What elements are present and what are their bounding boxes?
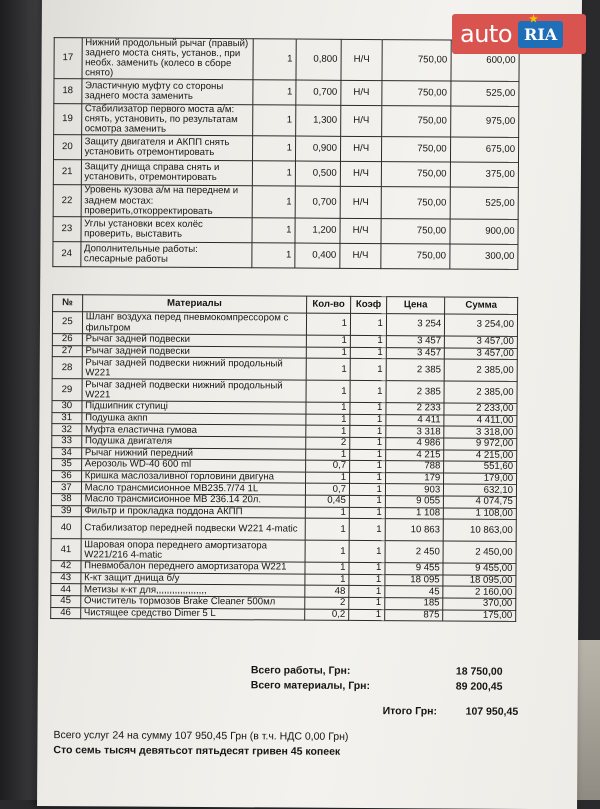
- work-sum: 975,00: [450, 106, 519, 138]
- material-quantity: 0,45: [305, 495, 349, 507]
- material-description: Метизы к-кт для,,,,,,,,,,,,,,,,,,,: [81, 584, 305, 597]
- amount-in-words: Сто семь тысяч девятьсот пятьдесят гривен 45 копеек: [53, 744, 341, 758]
- material-quantity: 1: [306, 335, 350, 347]
- material-row: [52, 312, 517, 337]
- work-coefficient: 0,400: [295, 243, 340, 268]
- material-number: 37: [51, 482, 81, 494]
- materials-total-label: Всего материалы, Грн:: [250, 679, 371, 693]
- material-quantity: 1: [305, 507, 349, 519]
- work-quantity: 1: [253, 161, 296, 186]
- work-unit: Н/Ч: [340, 218, 382, 243]
- material-price: 179: [385, 472, 443, 484]
- material-quantity: 1: [305, 472, 349, 484]
- material-number: 32: [52, 424, 82, 436]
- material-number: 39: [51, 505, 81, 517]
- material-row: [52, 379, 517, 404]
- material-row: [51, 607, 516, 621]
- material-number: 41: [51, 539, 81, 561]
- material-description: Очиститель тормозов Brake Cleaner 500мл: [80, 596, 304, 609]
- material-price: 875: [385, 609, 443, 621]
- material-price: 3 254: [386, 314, 445, 336]
- material-description: Шаровая опора переднего амортизатора W221/216 4-matic: [81, 539, 305, 562]
- material-number: 28: [52, 357, 82, 379]
- material-quantity: 1: [305, 562, 349, 574]
- work-coefficient: 0,700: [295, 186, 340, 217]
- work-coefficient: 0,500: [295, 161, 340, 186]
- work-description: Нижний продольный рычаг (правый) заднего моста снять, установ., при необх. заменить (колесо в сборе снято): [82, 38, 254, 80]
- work-sum: 375,00: [450, 162, 519, 187]
- work-quantity: 1: [252, 217, 295, 242]
- material-description: Фильтр и прокладка поддона АКПП: [81, 505, 305, 518]
- work-unit: Н/Ч: [340, 106, 382, 137]
- works-total-label: Всего работы, Грн:: [250, 664, 351, 677]
- material-quantity: 1: [306, 313, 350, 335]
- material-quantity: 1: [306, 402, 350, 414]
- material-description: Рычаг нижний передний: [81, 447, 305, 460]
- work-row: [53, 241, 518, 269]
- material-price: 2 450: [385, 541, 444, 563]
- work-row: [53, 160, 518, 188]
- work-price: 750,00: [381, 243, 449, 268]
- material-sum: 2 450,00: [443, 541, 516, 563]
- work-price: 750,00: [381, 218, 449, 243]
- material-coefficient: 1: [350, 359, 386, 381]
- material-coefficient: 1: [350, 381, 386, 403]
- work-unit: Н/Ч: [340, 187, 382, 218]
- work-row: [54, 79, 519, 107]
- material-sum: 175,00: [443, 609, 516, 621]
- material-sum: 2 385,00: [444, 359, 517, 381]
- material-quantity: 2: [306, 437, 350, 449]
- material-sum: 3 457,00: [445, 336, 518, 348]
- material-price: 903: [385, 484, 443, 496]
- material-quantity: 2: [305, 597, 349, 609]
- header-sum: Сумма: [445, 297, 518, 314]
- material-coefficient: 1: [350, 403, 386, 415]
- material-number: 46: [51, 607, 81, 619]
- work-description: Стабилизатор первого моста а/м: снять, установить, по результатам осмотра заменить: [81, 104, 253, 136]
- material-number: 30: [52, 401, 82, 413]
- material-coefficient: 1: [350, 437, 386, 449]
- material-description: Аерозоль WD-40 600 ml: [81, 459, 305, 472]
- material-coefficient: 1: [350, 426, 386, 438]
- material-sum: 3 457,00: [445, 348, 518, 360]
- material-price: 2 385: [386, 359, 445, 381]
- works-total-value: 18 750,00: [455, 665, 503, 678]
- material-number: 25: [52, 312, 82, 334]
- material-quantity: 1: [305, 518, 349, 540]
- material-row: [51, 517, 516, 542]
- work-description: Защиту двигателя и АКПП снять установить отремонтировать: [81, 135, 253, 161]
- work-number: 21: [53, 160, 81, 185]
- material-quantity: 1: [306, 380, 350, 402]
- material-price: 788: [385, 461, 443, 473]
- work-coefficient: 0,900: [295, 136, 340, 161]
- material-number: 35: [52, 459, 82, 471]
- material-quantity: 0,2: [305, 609, 349, 621]
- material-number: 26: [52, 334, 82, 346]
- material-quantity: 0,7: [306, 460, 350, 472]
- material-quantity: 1: [306, 347, 350, 359]
- material-sum: 9 455,00: [443, 563, 516, 575]
- work-coefficient: 0,800: [296, 39, 341, 81]
- material-description: Чистящее средство Dimer 5 L: [80, 607, 304, 620]
- material-description: Стабилизатор передней подвески W221 4-matic: [81, 517, 305, 540]
- work-unit: Н/Ч: [340, 137, 382, 162]
- works-table: [52, 37, 519, 269]
- work-description: Защиту днища справа снять и установить, отремонтировать: [81, 160, 253, 186]
- work-number: 22: [53, 185, 81, 216]
- material-description: Масло трансмисионное MB235.7/74 1L: [81, 482, 305, 495]
- material-description: Підшипник ступиці: [82, 401, 306, 414]
- material-description: Кришка маслозаливної горловини двигуна: [81, 470, 305, 483]
- material-description: Муфта еластична гумова: [81, 424, 305, 437]
- material-sum: 632,10: [444, 484, 517, 496]
- material-coefficient: 1: [349, 586, 385, 598]
- material-coefficient: 1: [349, 609, 385, 621]
- autoria-logo: [452, 14, 586, 54]
- logo-ria-badge: [518, 13, 563, 48]
- work-sum: 675,00: [450, 137, 519, 162]
- material-sum: 179,00: [444, 473, 517, 485]
- material-coefficient: 1: [349, 507, 385, 519]
- material-sum: 9 972,00: [444, 438, 517, 450]
- work-quantity: 1: [252, 186, 295, 217]
- material-price: 1 108: [385, 507, 443, 519]
- work-number: 18: [54, 79, 82, 104]
- work-description: Уровень кузова а/м на переднем и заднем мостах: проверить,откорректировать: [81, 185, 253, 217]
- work-sum: 525,00: [450, 187, 519, 219]
- work-sum: 300,00: [449, 244, 518, 269]
- material-coefficient: 1: [350, 461, 386, 473]
- work-number: 19: [54, 104, 82, 135]
- material-sum: 18 095,00: [443, 575, 516, 587]
- material-sum: 3 318,00: [444, 426, 517, 438]
- material-price: 9 455: [385, 563, 443, 575]
- material-sum: 2 160,00: [443, 586, 516, 598]
- star-icon: ★: [529, 13, 538, 25]
- material-sum: 551,60: [444, 461, 517, 473]
- material-description: Масло трансмисионное MB 236.14 20л.: [81, 494, 305, 507]
- material-price: 4 411: [386, 414, 444, 426]
- invoice-page: [37, 0, 582, 809]
- material-sum: 3 254,00: [445, 314, 518, 336]
- work-sum: 525,00: [450, 81, 519, 106]
- material-coefficient: 1: [349, 597, 385, 609]
- material-number: 44: [51, 584, 81, 596]
- material-quantity: 0,7: [305, 483, 349, 495]
- work-price: 750,00: [382, 137, 450, 162]
- material-description: Подушка акпп: [82, 413, 306, 426]
- material-quantity: 1: [306, 425, 350, 437]
- logo-auto-text: auto: [460, 20, 513, 48]
- material-price: 3 457: [386, 336, 444, 348]
- material-coefficient: 1: [350, 414, 386, 426]
- work-sum: 900,00: [450, 219, 519, 244]
- materials-total-value: 89 200,45: [455, 680, 503, 693]
- material-number: 27: [52, 345, 82, 357]
- material-price: 3 318: [386, 426, 444, 438]
- header-materials: Материалы: [82, 295, 306, 313]
- grand-total-label: Итого Грн:: [382, 705, 438, 718]
- material-coefficient: 1: [350, 472, 386, 484]
- material-description: Рычаг задней подвески нижний продольный W221: [82, 379, 306, 402]
- material-description: Рычаг задней подвески нижний продольный W221: [82, 357, 306, 380]
- work-description: Углы установки всех колёс проверить, выставить: [81, 216, 253, 242]
- work-number: 23: [53, 216, 81, 241]
- material-coefficient: 1: [349, 519, 385, 541]
- work-price: 750,00: [382, 106, 451, 138]
- work-row: [54, 104, 519, 138]
- work-quantity: 1: [253, 105, 296, 136]
- material-description: Рычаг задней подвески: [82, 345, 306, 358]
- work-sum: 600,00: [451, 40, 520, 82]
- work-unit: Н/Ч: [340, 162, 382, 187]
- material-sum: 2 385,00: [444, 381, 517, 403]
- material-quantity: 1: [305, 540, 349, 562]
- material-price: 2 233: [386, 403, 444, 415]
- grand-total-value: 107 950,45: [465, 705, 519, 718]
- material-sum: 10 863,00: [443, 519, 516, 541]
- material-number: 31: [52, 412, 82, 424]
- work-price: 750,00: [382, 162, 450, 187]
- work-quantity: 1: [253, 136, 296, 161]
- material-row: [51, 539, 516, 564]
- work-description: Дополнительные работы: слесарные работы: [80, 241, 252, 267]
- material-quantity: 48: [305, 585, 349, 597]
- work-price: 750,00: [382, 40, 451, 82]
- material-number: 29: [52, 379, 82, 401]
- material-price: 9 055: [385, 496, 443, 508]
- services-summary: Всего услуг 24 на сумму 107 950,45 Грн (в т.ч. НДС 0,00 Грн): [53, 729, 349, 743]
- material-price: 18 095: [385, 574, 443, 586]
- material-coefficient: 1: [349, 574, 385, 586]
- work-row: [53, 185, 518, 219]
- material-price: 4 215: [386, 449, 444, 461]
- material-price: 3 457: [386, 347, 444, 359]
- material-description: Подушка двигателя: [81, 436, 305, 449]
- material-price: 10 863: [385, 519, 444, 541]
- work-number: 20: [53, 135, 81, 160]
- material-coefficient: 1: [349, 541, 385, 563]
- material-number: 36: [52, 470, 82, 482]
- material-coefficient: 1: [349, 563, 385, 575]
- material-number: 43: [51, 572, 81, 584]
- materials-table: [50, 294, 518, 622]
- material-sum: 1 108,00: [444, 507, 517, 519]
- work-coefficient: 0,700: [296, 80, 341, 105]
- material-price: 4 986: [386, 438, 444, 450]
- work-unit: Н/Ч: [340, 243, 382, 268]
- material-coefficient: 1: [350, 449, 386, 461]
- material-sum: 4 411,00: [444, 415, 517, 427]
- material-sum: 2 233,00: [444, 403, 517, 415]
- material-quantity: 1: [306, 414, 350, 426]
- material-sum: 4 074,75: [444, 496, 517, 508]
- material-description: Рычаг задней подвески: [82, 334, 306, 347]
- work-unit: Н/Ч: [341, 39, 383, 81]
- material-coefficient: 1: [350, 335, 386, 347]
- material-number: 42: [51, 561, 81, 573]
- header-price: Цена: [386, 297, 444, 314]
- material-quantity: 1: [306, 358, 350, 380]
- material-sum: 4 215,00: [444, 450, 517, 462]
- material-number: 34: [52, 447, 82, 459]
- work-unit: Н/Ч: [341, 81, 383, 106]
- header-number: №: [53, 295, 83, 312]
- work-coefficient: 1,200: [295, 218, 340, 243]
- work-row: [54, 38, 519, 82]
- header-quantity: Кол-во: [307, 296, 351, 313]
- material-quantity: 1: [305, 574, 349, 586]
- work-number: 17: [54, 38, 82, 79]
- material-description: К-кт защит днища б/у: [81, 572, 305, 585]
- work-coefficient: 1,300: [296, 105, 341, 136]
- header-coefficient: Коэф: [351, 296, 387, 313]
- work-description: Эластичную муфту со стороны заднего моста заменить: [81, 79, 253, 105]
- material-price: 185: [385, 598, 443, 610]
- material-description: Пневмобалон переднего амортизатора W221: [81, 561, 305, 574]
- material-quantity: 1: [306, 449, 350, 461]
- material-coefficient: 1: [350, 347, 386, 359]
- material-price: 2 385: [386, 381, 445, 403]
- work-quantity: 1: [253, 80, 296, 105]
- material-coefficient: 1: [349, 484, 385, 496]
- material-description: Шланг воздуха перед пневмокомпрессором с фильтром: [82, 312, 306, 335]
- work-price: 750,00: [381, 187, 450, 219]
- work-row: [53, 216, 518, 244]
- work-price: 750,00: [382, 81, 450, 106]
- material-coefficient: 1: [349, 495, 385, 507]
- work-row: [53, 135, 518, 163]
- work-number: 24: [53, 241, 81, 266]
- material-number: 40: [51, 517, 81, 539]
- material-row: [52, 357, 517, 382]
- material-coefficient: 1: [350, 313, 386, 335]
- material-sum: 370,00: [443, 598, 516, 610]
- work-quantity: 1: [253, 39, 296, 81]
- material-number: 33: [52, 436, 82, 448]
- material-number: 38: [51, 494, 81, 506]
- work-quantity: 1: [252, 242, 295, 267]
- material-price: 45: [385, 586, 443, 598]
- logo-ria-text: RIA: [524, 24, 558, 44]
- material-number: 45: [51, 595, 81, 607]
